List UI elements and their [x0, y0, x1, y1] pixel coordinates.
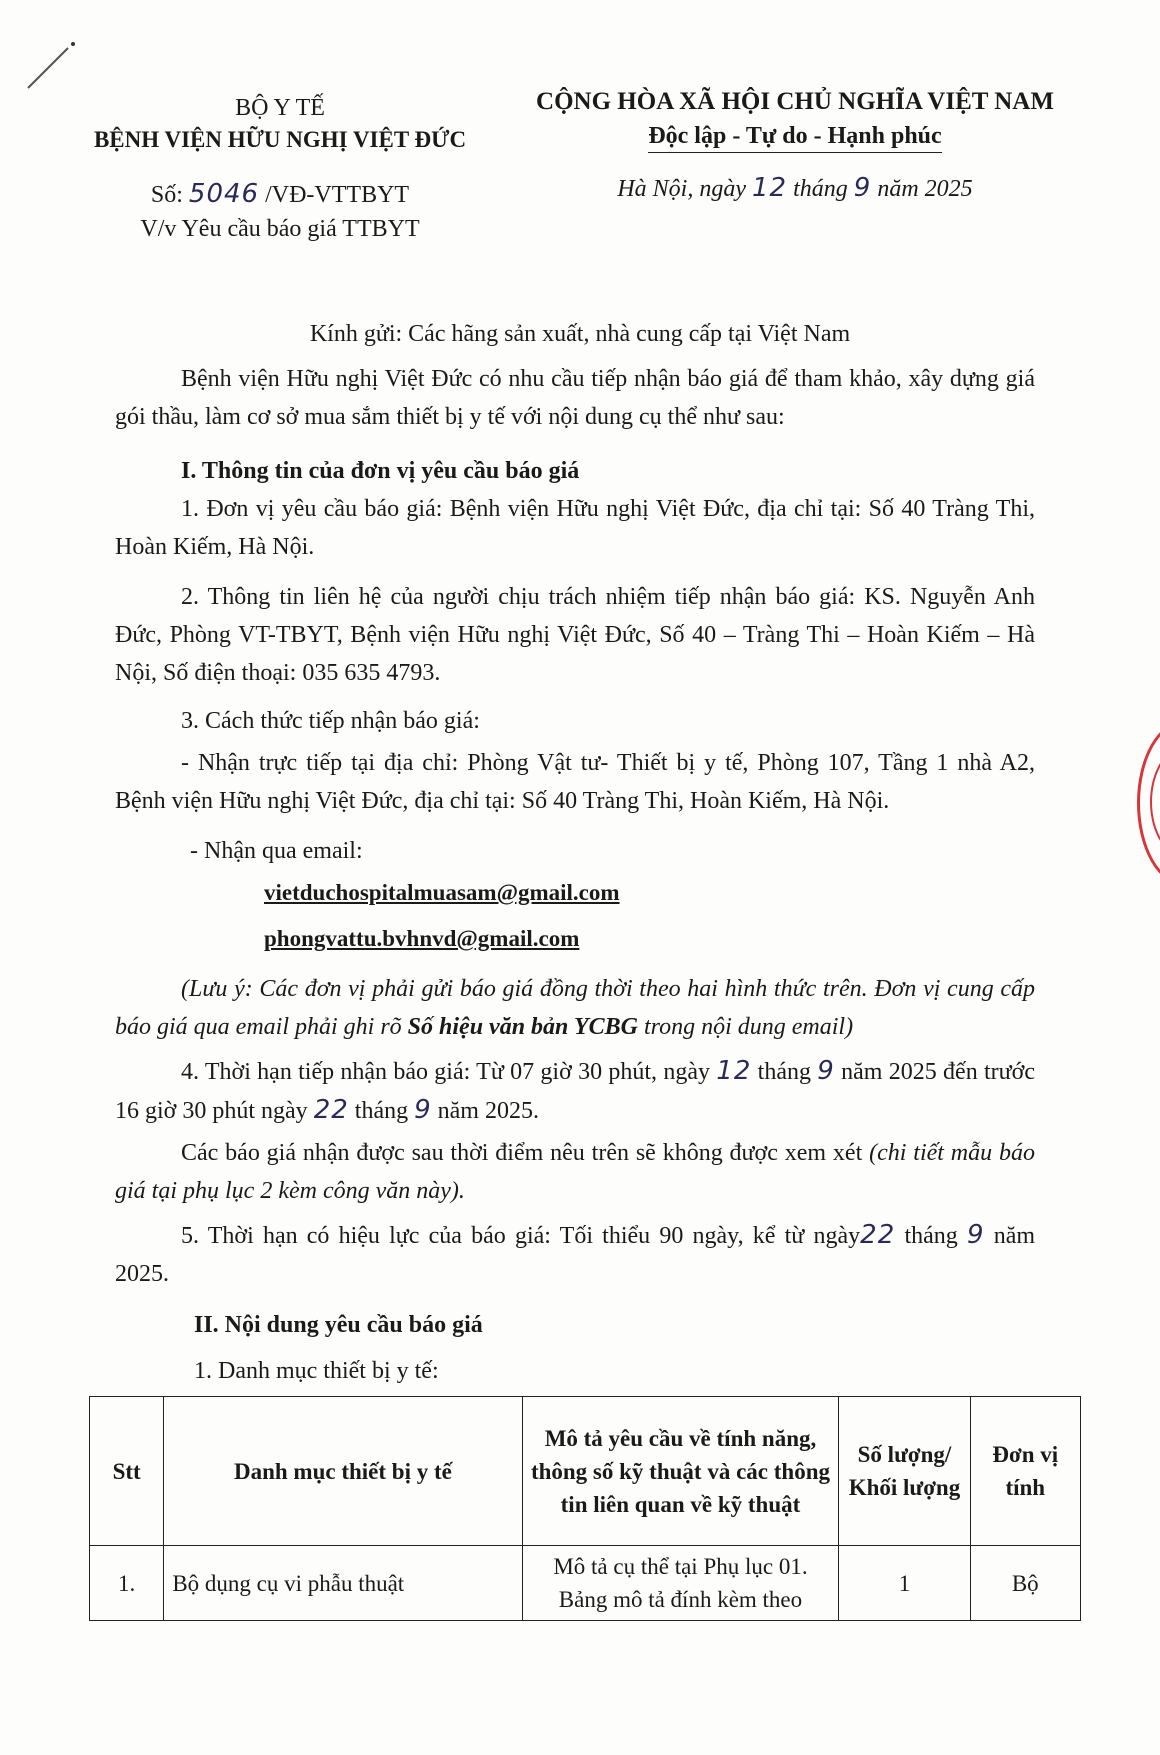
email-note: (Lưu ý: Các đơn vị phải gửi báo giá đồng thời theo hai hình thức trên. Đơn vị cung cấp báo giá qua email phải ghi rõ Số hiệu văn bản YCBG trong nội dung email): [115, 976, 1035, 1040]
item-3-email-label: - Nhận qua email:: [190, 838, 363, 864]
item-3: 3. Cách thức tiếp nhận báo giá:: [181, 708, 480, 734]
header-stt: Stt: [90, 1397, 164, 1546]
document-number: Số: 5046 /VĐ-VTTBYT: [150, 179, 410, 210]
item-1: 1. Đơn vị yêu cầu báo giá: Bệnh viện Hữu nghị Việt Đức, địa chỉ tại: Số 40 Tràng Thi, Hoàn Kiếm, Hà Nội.: [115, 496, 1035, 560]
header-item: Danh mục thiết bị y tế: [164, 1397, 522, 1546]
header-description: Mô tả yêu cầu về tính năng, thông số kỹ thuật và các thông tin liên quan về kỹ thuật: [522, 1397, 839, 1546]
equipment-table: [89, 1396, 1081, 1621]
cell-quantity: 1: [839, 1546, 970, 1621]
document-subject: V/v Yêu cầu báo giá TTBYT: [140, 215, 420, 242]
item-4: 4. Thời hạn tiếp nhận báo giá: Từ 07 giờ 30 phút, ngày 12 tháng 9 năm 2025 đến trước 16 giờ 30 phút ngày 22 tháng 9 năm 2025.: [115, 1056, 1036, 1125]
hospital-name: BỆNH VIỆN HỮU NGHỊ VIỆT ĐỨC: [93, 127, 467, 153]
intro-paragraph: Bệnh viện Hữu nghị Việt Đức có nhu cầu tiếp nhận báo giá để tham khảo, xây dựng giá gói thầu, làm cơ sở mua sắm thiết bị y tế với nội dung cụ thể như sau:: [115, 366, 1035, 430]
table-header-row: [90, 1397, 1081, 1546]
nation-name: CỘNG HÒA XÃ HỘI CHỦ NGHĨA VIỆT NAM: [536, 88, 1054, 115]
item-3-direct: - Nhận trực tiếp tại địa chỉ: Phòng Vật tư- Thiết bị y tế, Phòng 107, Tầng 1 nhà A2, Bệnh viện Hữu nghị Việt Đức, địa chỉ tại: Số 40 Tràng Thi, Hoàn Kiếm, Hà Nội.: [115, 750, 1035, 814]
late-note: Các báo giá nhận được sau thời điểm nêu trên sẽ không được xem xét (chi tiết mẫu báo giá tại phụ lục 2 kèm công văn này).: [115, 1140, 1035, 1204]
email-link-2[interactable]: phongvattu.bvhnvd@gmail.com: [264, 926, 580, 951]
header-left: [60, 92, 500, 245]
number-handwritten: 5046: [188, 179, 260, 210]
item-2: 2. Thông tin liên hệ của người chịu trách nhiệm tiếp nhận báo giá: KS. Nguyễn Anh Đức, Phòng VT-TBYT, Bệnh viện Hữu nghị Việt Đức, Số 40 – Tràng Thi – Hoàn Kiếm – Hà Nội, Số điện thoại: 035 635 4793.: [115, 584, 1035, 686]
header-unit: Đơn vị tính: [970, 1397, 1080, 1546]
email-link-1[interactable]: vietduchospitalmuasam@gmail.com: [264, 880, 620, 905]
motto: Độc lập - Tự do - Hạnh phúc: [648, 120, 941, 153]
cell-description: Mô tả cụ thể tại Phụ lục 01. Bảng mô tả đính kèm theo: [522, 1546, 839, 1621]
document-date: Hà Nội, ngày 12 tháng 9 năm 2025: [617, 173, 973, 204]
section-1-title: I. Thông tin của đơn vị yêu cầu báo giá: [181, 458, 580, 484]
item-5: 5. Thời hạn có hiệu lực của báo giá: Tối thiểu 90 ngày, kể từ ngày22 tháng 9 năm 2025.: [115, 1220, 1036, 1287]
pen-mark: [20, 38, 80, 98]
cell-item: Bộ dụng cụ vi phẫu thuật: [164, 1546, 522, 1621]
list-title: 1. Danh mục thiết bị y tế:: [194, 1358, 439, 1384]
cell-unit: Bộ: [970, 1546, 1080, 1621]
section-2-title: II. Nội dung yêu cầu báo giá: [194, 1312, 483, 1338]
ministry-name: BỘ Y TẾ: [235, 95, 325, 121]
cell-stt: 1.: [90, 1546, 164, 1621]
header-right: [535, 85, 1055, 206]
recipient: Kính gửi: Các hãng sản xuất, nhà cung cấp tại Việt Nam: [309, 321, 851, 347]
table-row: [90, 1546, 1081, 1621]
header-quantity: Số lượng/ Khối lượng: [839, 1397, 970, 1546]
